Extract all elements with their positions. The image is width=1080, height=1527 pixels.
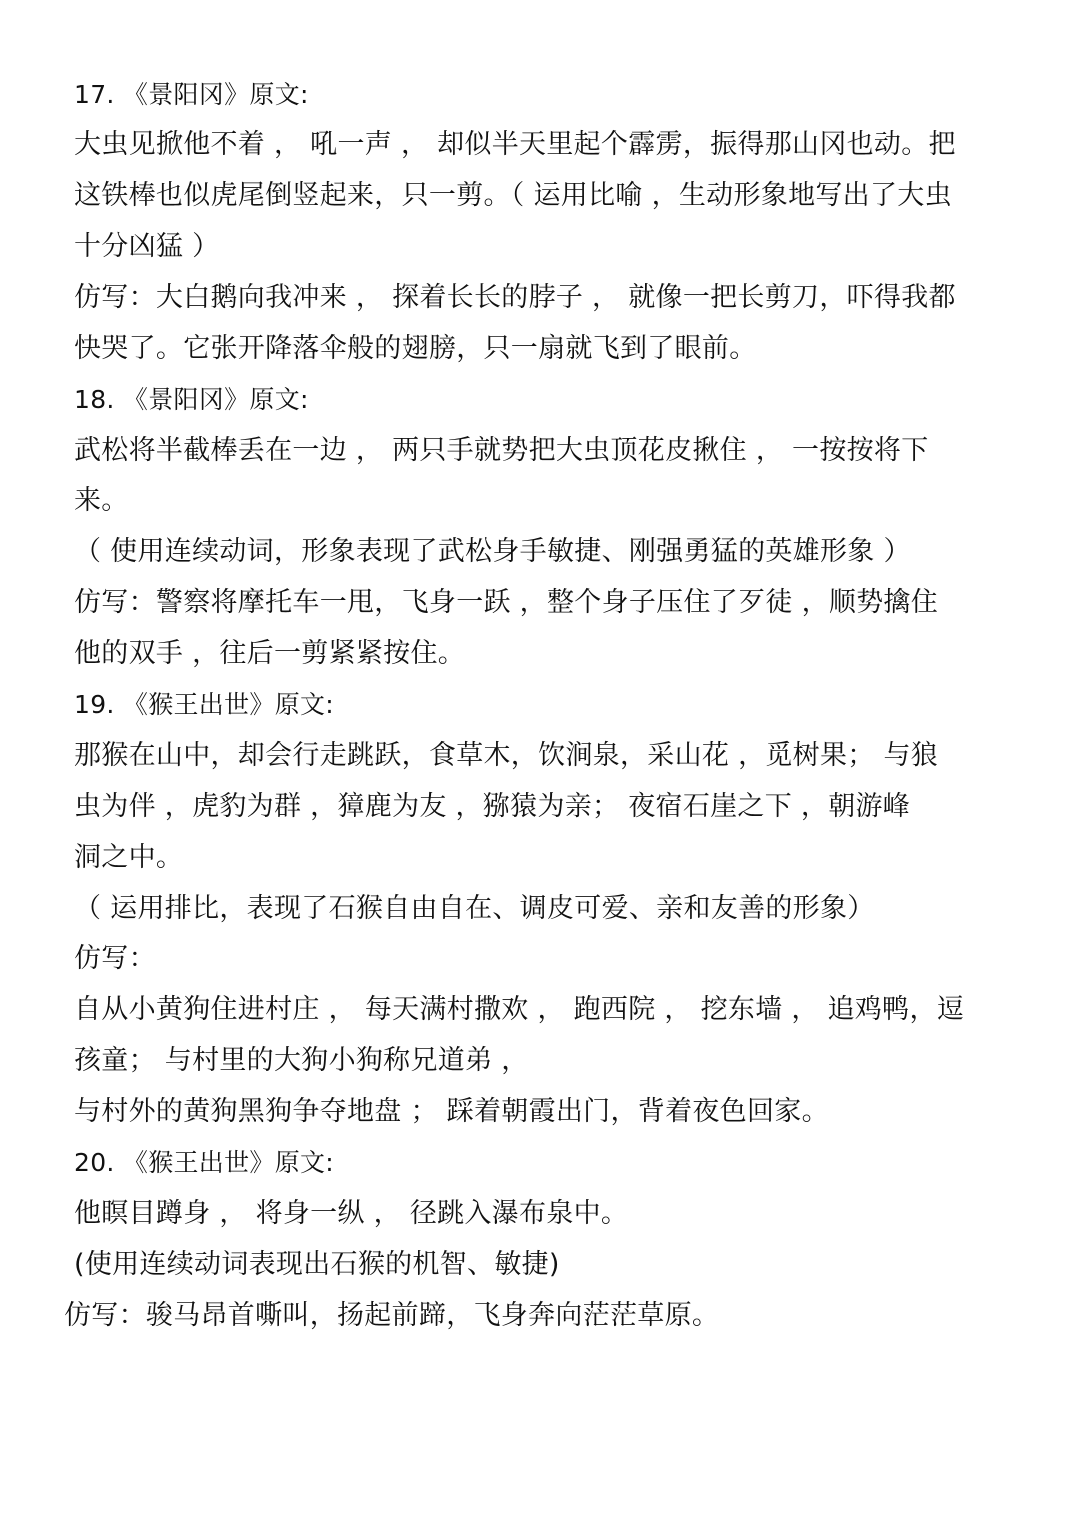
- heading-20: 20. 《猴王出世》原文:: [74, 1148, 335, 1177]
- text-line: 来。: [74, 485, 129, 516]
- heading-19: 19. 《猴王出世》原文:: [74, 690, 335, 719]
- heading-17: 17. 《景阳冈》原文:: [74, 80, 309, 109]
- text-line: 仿写：: [74, 943, 156, 974]
- text-line: 十分凶猛 ）: [74, 231, 220, 262]
- text-line: 大虫见掀他不着 ， 吼一声 ， 却似半天里起个霹雳，振得那山冈也动。把: [74, 129, 956, 160]
- text-line: 快哭了。它张开降落伞般的翅膀，只一扇就飞到了眼前。: [74, 333, 757, 364]
- text-line: 与村外的黄狗黑狗争夺地盘 ； 踩着朝霞出门，背着夜色回家。: [74, 1096, 829, 1127]
- text-line: 仿写：大白鹅向我冲来 ， 探着长长的脖子 ， 就像一把长剪刀，吓得我都: [74, 282, 956, 313]
- text-line: （ 使用连续动词，形象表现了武松身手敏捷、刚强勇猛的英雄形象 ）: [74, 536, 911, 567]
- text-line: 这铁棒也似虎尾倒竖起来，只一剪。（ 运用比喻 ，生动形象地写出了大虫: [74, 180, 952, 211]
- text-line: 武松将半截棒丢在一边 ， 两只手就势把大虫顶花皮揪住 ， 一按按将下: [74, 435, 929, 466]
- text-line: 自从小黄狗住进村庄 ， 每天满村撒欢 ， 跑西院 ， 挖东墙 ， 追鸡鸭，逗: [74, 994, 965, 1025]
- text-line: 洞之中。: [74, 842, 184, 873]
- heading-18: 18. 《景阳冈》原文:: [74, 385, 309, 414]
- text-line: 他瞑目蹲身 ， 将身一纵 ， 径跳入瀑布泉中。: [74, 1198, 629, 1229]
- text-line: (使用连续动词表现出石猴的机智、敏捷): [74, 1249, 560, 1280]
- text-line: 虫为伴 ，虎豹为群 ，獐鹿为友 ，猕猿为亲； 夜宿石崖之下 ，朝游峰: [74, 791, 911, 822]
- text-line: 仿写：警察将摩托车一甩，飞身一跃 ，整个身子压住了歹徒 ，顺势擒住: [74, 587, 939, 618]
- text-line: 仿写：骏马昂首嘶叫，扬起前蹄，飞身奔向茫茫草原。: [64, 1300, 720, 1331]
- text-line: 孩童； 与村里的大狗小狗称兄道弟 ，: [74, 1045, 529, 1076]
- text-line: 那猴在山中，却会行走跳跃，食草木，饮涧泉，采山花 ，觅树果； 与狼: [74, 740, 939, 771]
- text-line: （ 运用排比，表现了石猴自由自在、调皮可爱、亲和友善的形象）: [74, 893, 875, 924]
- text-line: 他的双手 ，往后一剪紧紧按住。: [74, 638, 466, 669]
